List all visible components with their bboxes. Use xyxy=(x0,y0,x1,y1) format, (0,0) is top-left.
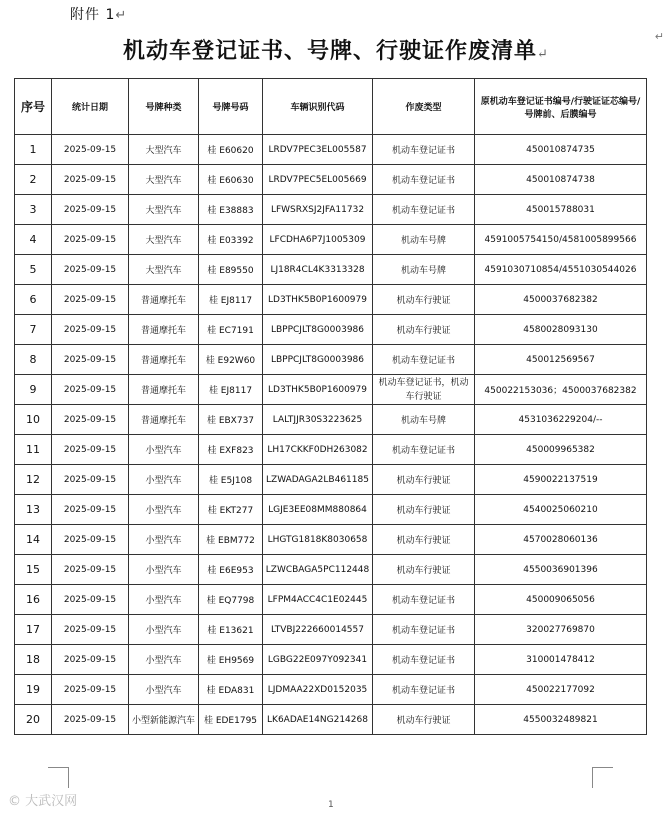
cell-plate-kind: 普通摩托车 xyxy=(129,285,199,315)
cell-plate-number: 桂 EXF823 xyxy=(199,435,263,465)
attachment-label: 附件 1↵ xyxy=(70,7,128,23)
cell-plate-kind: 小型汽车 xyxy=(129,525,199,555)
cell-vin: LK6ADAE14NG214268 xyxy=(263,705,373,735)
cell-original-number: 4570028060136 xyxy=(475,525,647,555)
cell-vin: LFCDHA6P7J1005309 xyxy=(263,225,373,255)
cell-seq: 11 xyxy=(15,435,52,465)
cell-seq: 4 xyxy=(15,225,52,255)
cell-plate-number: 桂 EBM772 xyxy=(199,525,263,555)
cell-seq: 2 xyxy=(15,165,52,195)
cell-seq: 12 xyxy=(15,465,52,495)
cell-void-type: 机动车号牌 xyxy=(373,405,475,435)
cell-vin: LALTJJR30S3223625 xyxy=(263,405,373,435)
cell-plate-number: 桂 EBX737 xyxy=(199,405,263,435)
cell-vin: LBPPCJLT8G0003986 xyxy=(263,345,373,375)
table-row xyxy=(15,495,647,525)
cell-original-number: 4591030710854/4551030544026 xyxy=(475,255,647,285)
cell-vin: LGBG22E097Y092341 xyxy=(263,645,373,675)
cell-plate-number: 桂 E92W60 xyxy=(199,345,263,375)
table-row xyxy=(15,405,647,435)
page-number: 1 xyxy=(328,800,334,810)
cell-date: 2025-09-15 xyxy=(52,435,129,465)
crop-mark-left xyxy=(48,767,69,788)
cell-date: 2025-09-15 xyxy=(52,375,129,405)
cell-seq: 10 xyxy=(15,405,52,435)
cell-plate-kind: 普通摩托车 xyxy=(129,405,199,435)
cell-original-number: 450009965382 xyxy=(475,435,647,465)
cell-seq: 17 xyxy=(15,615,52,645)
table-row xyxy=(15,195,647,225)
cell-plate-number: 桂 EKT277 xyxy=(199,495,263,525)
cell-plate-kind: 大型汽车 xyxy=(129,255,199,285)
watermark-logo: © 大武汉网 xyxy=(8,794,78,809)
table-row xyxy=(15,585,647,615)
cell-original-number: 4500037682382 xyxy=(475,285,647,315)
header-original-number: 原机动车登记证书编号/行驶证证芯编号/号牌前、后膜编号 xyxy=(475,79,647,135)
table-row xyxy=(15,675,647,705)
table-row xyxy=(15,285,647,315)
header-vin: 车辆识别代码 xyxy=(263,79,373,135)
cell-seq: 6 xyxy=(15,285,52,315)
cell-plate-number: 桂 E38883 xyxy=(199,195,263,225)
crop-mark-right xyxy=(592,767,613,788)
cell-plate-number: 桂 E13621 xyxy=(199,615,263,645)
cell-vin: LRDV7PEC3EL005587 xyxy=(263,135,373,165)
header-void-type: 作废类型 xyxy=(373,79,475,135)
table-row xyxy=(15,255,647,285)
cell-plate-kind: 小型汽车 xyxy=(129,435,199,465)
cell-plate-kind: 小型汽车 xyxy=(129,645,199,675)
cell-void-type: 机动车登记证书 xyxy=(373,165,475,195)
table-row xyxy=(15,345,647,375)
header-date: 统计日期 xyxy=(52,79,129,135)
cell-vin: LH17CKKF0DH263082 xyxy=(263,435,373,465)
table-row xyxy=(15,555,647,585)
cell-plate-number: 桂 EQ7798 xyxy=(199,585,263,615)
cell-plate-kind: 大型汽车 xyxy=(129,195,199,225)
cell-plate-kind: 普通摩托车 xyxy=(129,315,199,345)
table-header-row xyxy=(15,79,647,135)
cell-original-number: 450012569567 xyxy=(475,345,647,375)
cell-plate-kind: 小型汽车 xyxy=(129,465,199,495)
cell-plate-kind: 小型汽车 xyxy=(129,675,199,705)
cell-void-type: 机动车登记证书 xyxy=(373,675,475,705)
cell-date: 2025-09-15 xyxy=(52,705,129,735)
cell-seq: 18 xyxy=(15,645,52,675)
table-row xyxy=(15,465,647,495)
cell-seq: 15 xyxy=(15,555,52,585)
table-row xyxy=(15,375,647,405)
cell-date: 2025-09-15 xyxy=(52,135,129,165)
paragraph-mark-icon: ↵ xyxy=(654,30,664,43)
cell-vin: LHGTG1818K8030658 xyxy=(263,525,373,555)
document-title: 机动车登记证书、号牌、行驶证作废清单↵ xyxy=(123,38,549,64)
cell-plate-number: 桂 E89550 xyxy=(199,255,263,285)
cell-plate-kind: 小型汽车 xyxy=(129,495,199,525)
cell-original-number: 450009065056 xyxy=(475,585,647,615)
cell-vin: LFWSRXSJ2JFA11732 xyxy=(263,195,373,225)
cell-plate-number: 桂 EDA831 xyxy=(199,675,263,705)
cell-vin: LGJE3EE08MM880864 xyxy=(263,495,373,525)
cell-date: 2025-09-15 xyxy=(52,405,129,435)
cell-plate-kind: 大型汽车 xyxy=(129,165,199,195)
cell-date: 2025-09-15 xyxy=(52,345,129,375)
cell-date: 2025-09-15 xyxy=(52,285,129,315)
cell-plate-kind: 普通摩托车 xyxy=(129,345,199,375)
cell-original-number: 320027769870 xyxy=(475,615,647,645)
cell-vin: LTVBJ222660014557 xyxy=(263,615,373,645)
cell-void-type: 机动车行驶证 xyxy=(373,525,475,555)
cell-date: 2025-09-15 xyxy=(52,615,129,645)
table-row xyxy=(15,135,647,165)
cell-seq: 13 xyxy=(15,495,52,525)
cell-void-type: 机动车行驶证 xyxy=(373,555,475,585)
cell-plate-number: 桂 E5J108 xyxy=(199,465,263,495)
header-plate-kind: 号牌种类 xyxy=(129,79,199,135)
cell-original-number: 310001478412 xyxy=(475,645,647,675)
cell-original-number: 450022153036；4500037682382 xyxy=(475,375,647,405)
cell-plate-kind: 大型汽车 xyxy=(129,135,199,165)
cell-seq: 9 xyxy=(15,375,52,405)
cell-plate-kind: 大型汽车 xyxy=(129,225,199,255)
cell-void-type: 机动车行驶证 xyxy=(373,705,475,735)
table-row xyxy=(15,525,647,555)
table-row xyxy=(15,165,647,195)
cell-original-number: 4550036901396 xyxy=(475,555,647,585)
cell-void-type: 机动车登记证书 xyxy=(373,645,475,675)
cell-date: 2025-09-15 xyxy=(52,195,129,225)
cell-date: 2025-09-15 xyxy=(52,555,129,585)
cell-original-number: 450015788031 xyxy=(475,195,647,225)
cell-plate-number: 桂 E60630 xyxy=(199,165,263,195)
cell-date: 2025-09-15 xyxy=(52,525,129,555)
table-row xyxy=(15,645,647,675)
cell-seq: 7 xyxy=(15,315,52,345)
cell-original-number: 4531036229204/-- xyxy=(475,405,647,435)
cell-date: 2025-09-15 xyxy=(52,165,129,195)
cell-date: 2025-09-15 xyxy=(52,495,129,525)
cell-void-type: 机动车行驶证 xyxy=(373,465,475,495)
cell-seq: 1 xyxy=(15,135,52,165)
cell-original-number: 4550032489821 xyxy=(475,705,647,735)
cell-plate-number: 桂 EJ8117 xyxy=(199,375,263,405)
cell-vin: LD3THK5B0P1600979 xyxy=(263,375,373,405)
cell-date: 2025-09-15 xyxy=(52,225,129,255)
cell-vin: LZWCBAGA5PC112448 xyxy=(263,555,373,585)
cell-seq: 14 xyxy=(15,525,52,555)
cell-vin: LZWADAGA2LB461185 xyxy=(263,465,373,495)
cell-date: 2025-09-15 xyxy=(52,645,129,675)
cell-seq: 3 xyxy=(15,195,52,225)
cell-vin: LJDMAA22XD0152035 xyxy=(263,675,373,705)
cell-void-type: 机动车登记证书 xyxy=(373,615,475,645)
cell-plate-kind: 普通摩托车 xyxy=(129,375,199,405)
cell-original-number: 450010874738 xyxy=(475,165,647,195)
cell-original-number: 4590022137519 xyxy=(475,465,647,495)
cell-date: 2025-09-15 xyxy=(52,465,129,495)
table-row xyxy=(15,615,647,645)
cell-void-type: 机动车号牌 xyxy=(373,255,475,285)
cell-void-type: 机动车登记证书 xyxy=(373,435,475,465)
cell-plate-kind: 小型新能源汽车 xyxy=(129,705,199,735)
cell-original-number: 450010874735 xyxy=(475,135,647,165)
cell-seq: 19 xyxy=(15,675,52,705)
cell-plate-kind: 小型汽车 xyxy=(129,615,199,645)
cell-plate-number: 桂 E6E953 xyxy=(199,555,263,585)
cell-plate-kind: 小型汽车 xyxy=(129,585,199,615)
cell-plate-number: 桂 EDE1795 xyxy=(199,705,263,735)
table-row xyxy=(15,225,647,255)
cell-plate-kind: 小型汽车 xyxy=(129,555,199,585)
cell-seq: 5 xyxy=(15,255,52,285)
cell-void-type: 机动车登记证书 xyxy=(373,585,475,615)
table-row xyxy=(15,435,647,465)
cell-void-type: 机动车登记证书，机动车行驶证 xyxy=(373,375,475,405)
cell-original-number: 4540025060210 xyxy=(475,495,647,525)
invalidation-table xyxy=(14,78,647,735)
cell-vin: LJ18R4CL4K3313328 xyxy=(263,255,373,285)
cell-seq: 20 xyxy=(15,705,52,735)
cell-date: 2025-09-15 xyxy=(52,585,129,615)
cell-vin: LFPM4ACC4C1E02445 xyxy=(263,585,373,615)
cell-void-type: 机动车行驶证 xyxy=(373,285,475,315)
table-row xyxy=(15,315,647,345)
cell-date: 2025-09-15 xyxy=(52,255,129,285)
cell-void-type: 机动车登记证书 xyxy=(373,135,475,165)
cell-void-type: 机动车登记证书 xyxy=(373,345,475,375)
cell-plate-number: 桂 E03392 xyxy=(199,225,263,255)
cell-seq: 16 xyxy=(15,585,52,615)
cell-void-type: 机动车行驶证 xyxy=(373,495,475,525)
table-row xyxy=(15,705,647,735)
cell-date: 2025-09-15 xyxy=(52,675,129,705)
cell-plate-number: 桂 EJ8117 xyxy=(199,285,263,315)
cell-date: 2025-09-15 xyxy=(52,315,129,345)
cell-plate-number: 桂 EC7191 xyxy=(199,315,263,345)
cell-seq: 8 xyxy=(15,345,52,375)
cell-plate-number: 桂 E60620 xyxy=(199,135,263,165)
cell-original-number: 4591005754150/4581005899566 xyxy=(475,225,647,255)
cell-void-type: 机动车号牌 xyxy=(373,225,475,255)
cell-vin: LBPPCJLT8G0003986 xyxy=(263,315,373,345)
cell-original-number: 4580028093130 xyxy=(475,315,647,345)
cell-vin: LRDV7PEC5EL005669 xyxy=(263,165,373,195)
header-seq: 序号 xyxy=(15,79,52,135)
cell-void-type: 机动车行驶证 xyxy=(373,315,475,345)
cell-plate-number: 桂 EH9569 xyxy=(199,645,263,675)
cell-void-type: 机动车登记证书 xyxy=(373,195,475,225)
header-plate-number: 号牌号码 xyxy=(199,79,263,135)
cell-vin: LD3THK5B0P1600979 xyxy=(263,285,373,315)
cell-original-number: 450022177092 xyxy=(475,675,647,705)
